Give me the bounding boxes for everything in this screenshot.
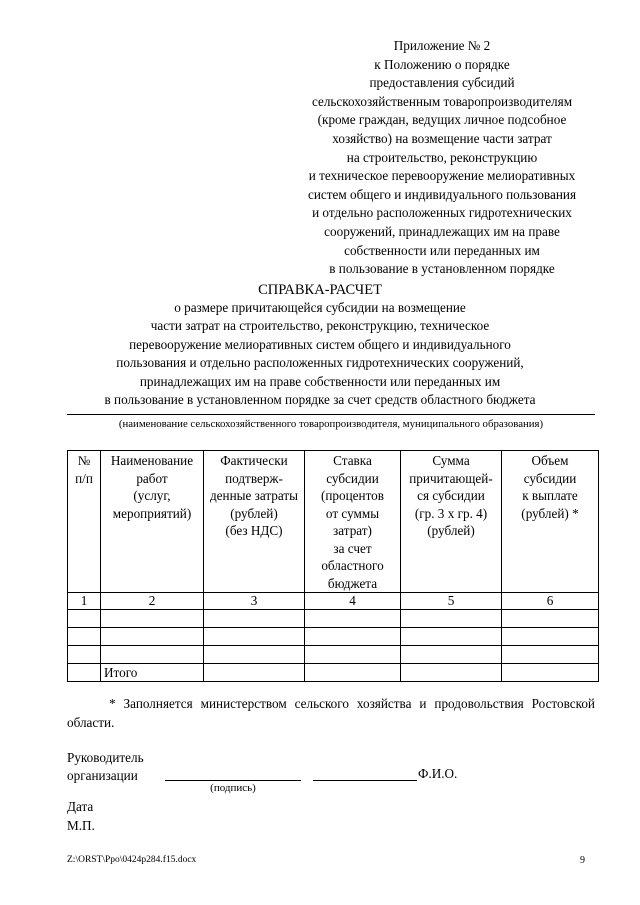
column-number: 1: [68, 593, 101, 610]
head-label: [67, 749, 144, 785]
table-cell: [68, 628, 101, 646]
table-cell: [401, 646, 502, 664]
date-stamp-block: [67, 798, 95, 835]
col-header-subsidy-rate: Ставка субсидии (процентов от суммы затрат) за счет областного бюджета: [305, 451, 401, 593]
file-path: Z:\ORST\Ppo\0424p284.f15.docx: [67, 855, 197, 865]
subject-line: принадлежащих им на праве собственности или переданных им: [139, 373, 501, 389]
subject-line: в пользование в установленном порядке за счет средств областного бюджета: [104, 392, 536, 408]
stamp-label: М.П.: [67, 817, 95, 833]
total-row: [68, 664, 599, 682]
signature-line: [165, 780, 301, 781]
head-label-line1: Руководитель: [67, 750, 144, 765]
appendix-line: на строительство, реконструкцию: [346, 149, 538, 165]
total-label: Итого: [101, 664, 204, 682]
col-header-subsidy-sum: Сумма причитающей- ся субсидии (гр. 3 х гр. 4) (рублей): [401, 451, 502, 593]
subject-line: пользования и отдельно расположенных гидротехнических сооружений,: [116, 355, 524, 371]
table-cell: [204, 664, 305, 682]
footnote: * Заполняется министерством сельского хозяйства и продовольствия Ростовской области.: [67, 696, 595, 730]
table-cell: [502, 610, 599, 628]
col-header-payout: Объем субсидии к выплате (рублей) *: [502, 451, 599, 593]
table-cell: [401, 628, 502, 646]
col-header-works: Наименование работ (услуг, мероприятий): [101, 451, 204, 593]
col-header-number: № п/п: [68, 451, 101, 593]
table-cell: [502, 664, 599, 682]
table-row: [68, 628, 599, 646]
appendix-line: Приложение № 2: [393, 38, 491, 53]
appendix-line: в пользование в установленном порядке: [329, 261, 555, 277]
subject-line: части затрат на строительство, реконструкцию, техническое: [150, 318, 490, 334]
table-cell: [68, 664, 101, 682]
table-cell: [305, 628, 401, 646]
table-cell: [101, 646, 204, 664]
head-label-line2: организации: [67, 768, 138, 783]
column-number-row: [68, 593, 599, 610]
producer-name-caption: (наименование сельскохозяйственного товаропроизводителя, муниципального образования): [118, 418, 544, 430]
subject-line: о размере причитающейся субсидии на возмещение: [174, 300, 466, 315]
column-number: 5: [401, 593, 502, 610]
table-cell: [204, 628, 305, 646]
table-cell: [101, 628, 204, 646]
table-cell: [502, 646, 599, 664]
signature-caption: (подпись): [210, 782, 256, 794]
appendix-line: собственности или переданных им: [344, 242, 540, 258]
table-row: [68, 646, 599, 664]
fio-line: [313, 780, 417, 781]
column-number: 4: [305, 593, 401, 610]
appendix-line: к Положению о порядке: [374, 56, 510, 72]
table-row: [68, 610, 599, 628]
table-cell: [204, 610, 305, 628]
table-header-row: [68, 451, 599, 593]
fio-label: Ф.И.О.: [418, 766, 458, 781]
table-cell: [305, 610, 401, 628]
document-title: СПРАВКА-РАСЧЕТ: [258, 282, 382, 298]
table-cell: [101, 610, 204, 628]
appendix-line: сельскохозяйственным товаропроизводителям: [311, 93, 573, 109]
column-number: 3: [204, 593, 305, 610]
appendix-line: (кроме граждан, ведущих личное подсобное: [317, 112, 567, 128]
table-cell: [401, 664, 502, 682]
date-label: Дата: [67, 799, 94, 814]
appendix-line: систем общего и индивидуального пользования: [307, 186, 577, 202]
appendix-line: хозяйство) на возмещение части затрат: [332, 130, 552, 146]
table-cell: [68, 610, 101, 628]
appendix-line: предоставления субсидий: [369, 75, 515, 91]
col-header-actual-costs: Фактически подтверж- денные затраты (рублей) (без НДС): [204, 451, 305, 593]
subject-line: перевооружение мелиоративных систем общего и индивидуального: [129, 336, 511, 352]
producer-name-line: [67, 414, 595, 415]
table-cell: [204, 646, 305, 664]
table-cell: [502, 628, 599, 646]
page-number: 9: [580, 855, 585, 866]
column-number: 6: [502, 593, 599, 610]
table-cell: [305, 664, 401, 682]
appendix-line: и отдельно расположенных гидротехнических: [312, 205, 572, 221]
appendix-line: и техническое перевооружение мелиоративных: [308, 168, 576, 184]
table-cell: [68, 646, 101, 664]
column-number: 2: [101, 593, 204, 610]
appendix-line: сооружений, принадлежащих им на праве: [324, 223, 560, 239]
appendix-heading: [270, 37, 614, 279]
calculation-table: [67, 450, 599, 682]
document-subject: [40, 299, 600, 409]
table-cell: [305, 646, 401, 664]
table-cell: [401, 610, 502, 628]
